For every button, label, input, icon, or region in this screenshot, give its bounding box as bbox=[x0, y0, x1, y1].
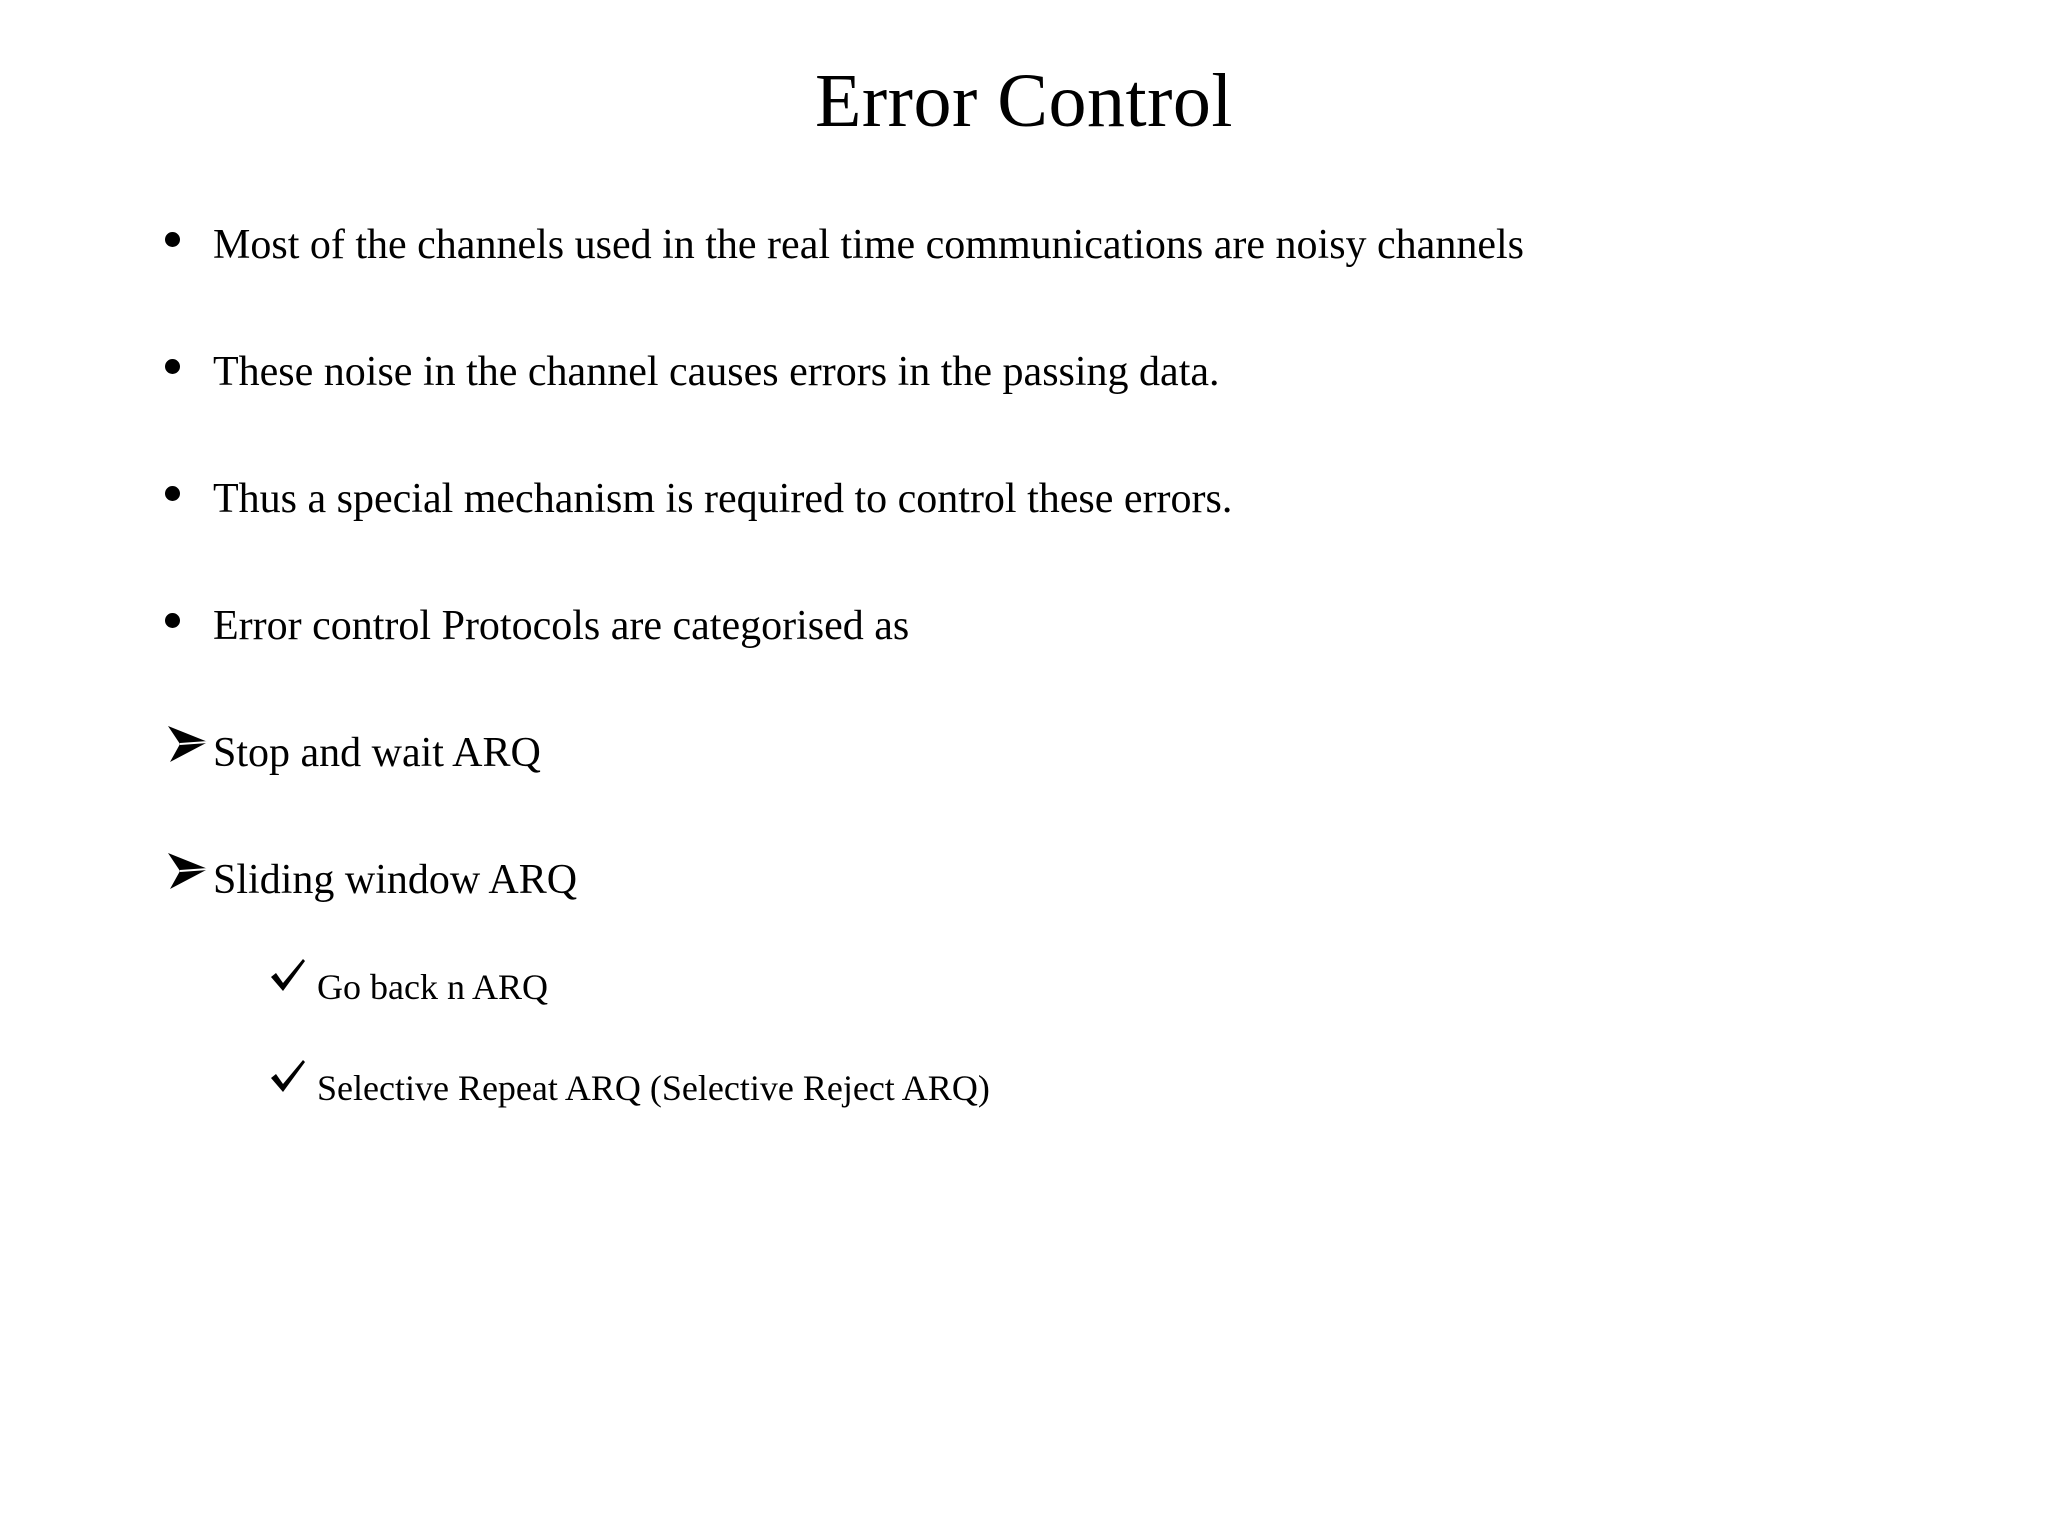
slide-title: Error Control bbox=[814, 59, 1234, 143]
bullet-item bbox=[0, 220, 2048, 280]
bullet-dot-icon bbox=[165, 232, 180, 247]
check-item-text: Go back n ARQ bbox=[317, 967, 548, 1007]
check-mark-icon bbox=[268, 1058, 308, 1096]
bullet-item bbox=[0, 474, 2048, 534]
bullet-dot-icon bbox=[165, 613, 180, 628]
bullet-item bbox=[0, 347, 2048, 407]
bullet-text: Thus a special mechanism is required to control these errors. bbox=[213, 476, 1233, 522]
arrow-head-icon bbox=[166, 724, 210, 764]
arrow-item bbox=[0, 728, 2048, 788]
bullet-dot-icon bbox=[165, 359, 180, 374]
bullet-item bbox=[0, 601, 2048, 661]
check-mark-icon bbox=[268, 957, 308, 995]
bullet-text: These noise in the channel causes errors in the passing data. bbox=[213, 349, 1220, 395]
arrow-item bbox=[0, 855, 2048, 915]
bullet-dot-icon bbox=[165, 486, 180, 501]
arrow-item-text: Sliding window ARQ bbox=[213, 857, 578, 903]
check-item-text: Selective Repeat ARQ (Selective Reject ARQ) bbox=[317, 1068, 990, 1108]
bullet-text: Most of the channels used in the real time communications are noisy channels bbox=[213, 222, 1524, 268]
bullet-text: Error control Protocols are categorised as bbox=[213, 603, 910, 649]
check-item bbox=[0, 965, 2048, 1015]
check-item bbox=[0, 1066, 2048, 1116]
arrow-head-icon bbox=[166, 851, 210, 891]
arrow-item-text: Stop and wait ARQ bbox=[213, 730, 541, 776]
